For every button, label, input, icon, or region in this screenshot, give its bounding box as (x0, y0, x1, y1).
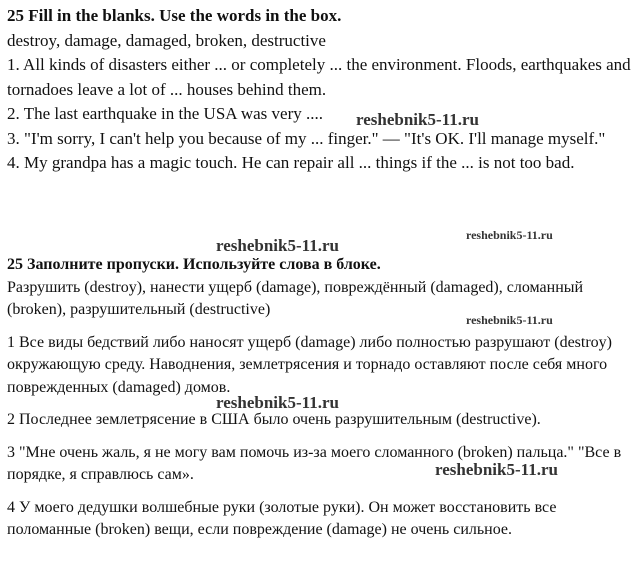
english-sentence-1: 1. All kinds of disasters either ... or completely ... the environment. Floods, earthquakes and tornadoes leave a lot of ... houses behind them. (7, 55, 631, 99)
russian-sentence-1: 1 Все виды бедствий либо наносят ущерб (damage) либо полностью разрушают (destroy) окружающую среду. Наводнения, землетрясения и торнадо оставляют после себя много поврежденных (damaged) домов. (7, 333, 612, 396)
english-word-box: destroy, damage, damaged, broken, destructive (7, 30, 326, 50)
russian-word-box: Разрушить (destroy), нанести ущерб (damage), повреждённый (damaged), сломанный (broken), разрушительный (destructive) (7, 278, 584, 318)
english-sentence-2: 2. The last earthquake in the USA was very .... (7, 104, 324, 123)
watermark: reshebnik5-11.ru (216, 236, 339, 255)
russian-sentence-2: 2 Последнее землетрясение в США было очень разрушительным (destructive). (7, 411, 541, 428)
watermark: reshebnik5-11.ru (435, 460, 558, 479)
english-exercise (7, 4, 631, 176)
watermark: reshebnik5-11.ru (466, 228, 553, 242)
russian-sentence-4: 4 У моего дедушки волшебные руки (золотые руки). Он может восстановить все поломанные (broken) вещи, если повреждение (damage) не очень сильное. (7, 498, 557, 538)
russian-heading: 25 Заполните пропуски. Используйте слова в блоке. (7, 256, 381, 273)
english-sentence-4: 4. My grandpa has a magic touch. He can repair all ... things if the ... is not too bad. (7, 153, 575, 172)
watermark: reshebnik5-11.ru (216, 393, 339, 412)
english-heading: 25 Fill in the blanks. Use the words in the box. (7, 6, 342, 25)
watermark: reshebnik5-11.ru (466, 313, 553, 327)
watermark: reshebnik5-11.ru (356, 110, 479, 129)
russian-sentence-3: 3 "Мне очень жаль, я не могу вам помочь из-за моего сломанного (broken) пальца." "Все в порядке, я справлюсь сам». (7, 443, 622, 483)
english-sentence-3: 3. "I'm sorry, I can't help you because of my ... finger." — "It's OK. I'll manage myself." (7, 128, 606, 148)
